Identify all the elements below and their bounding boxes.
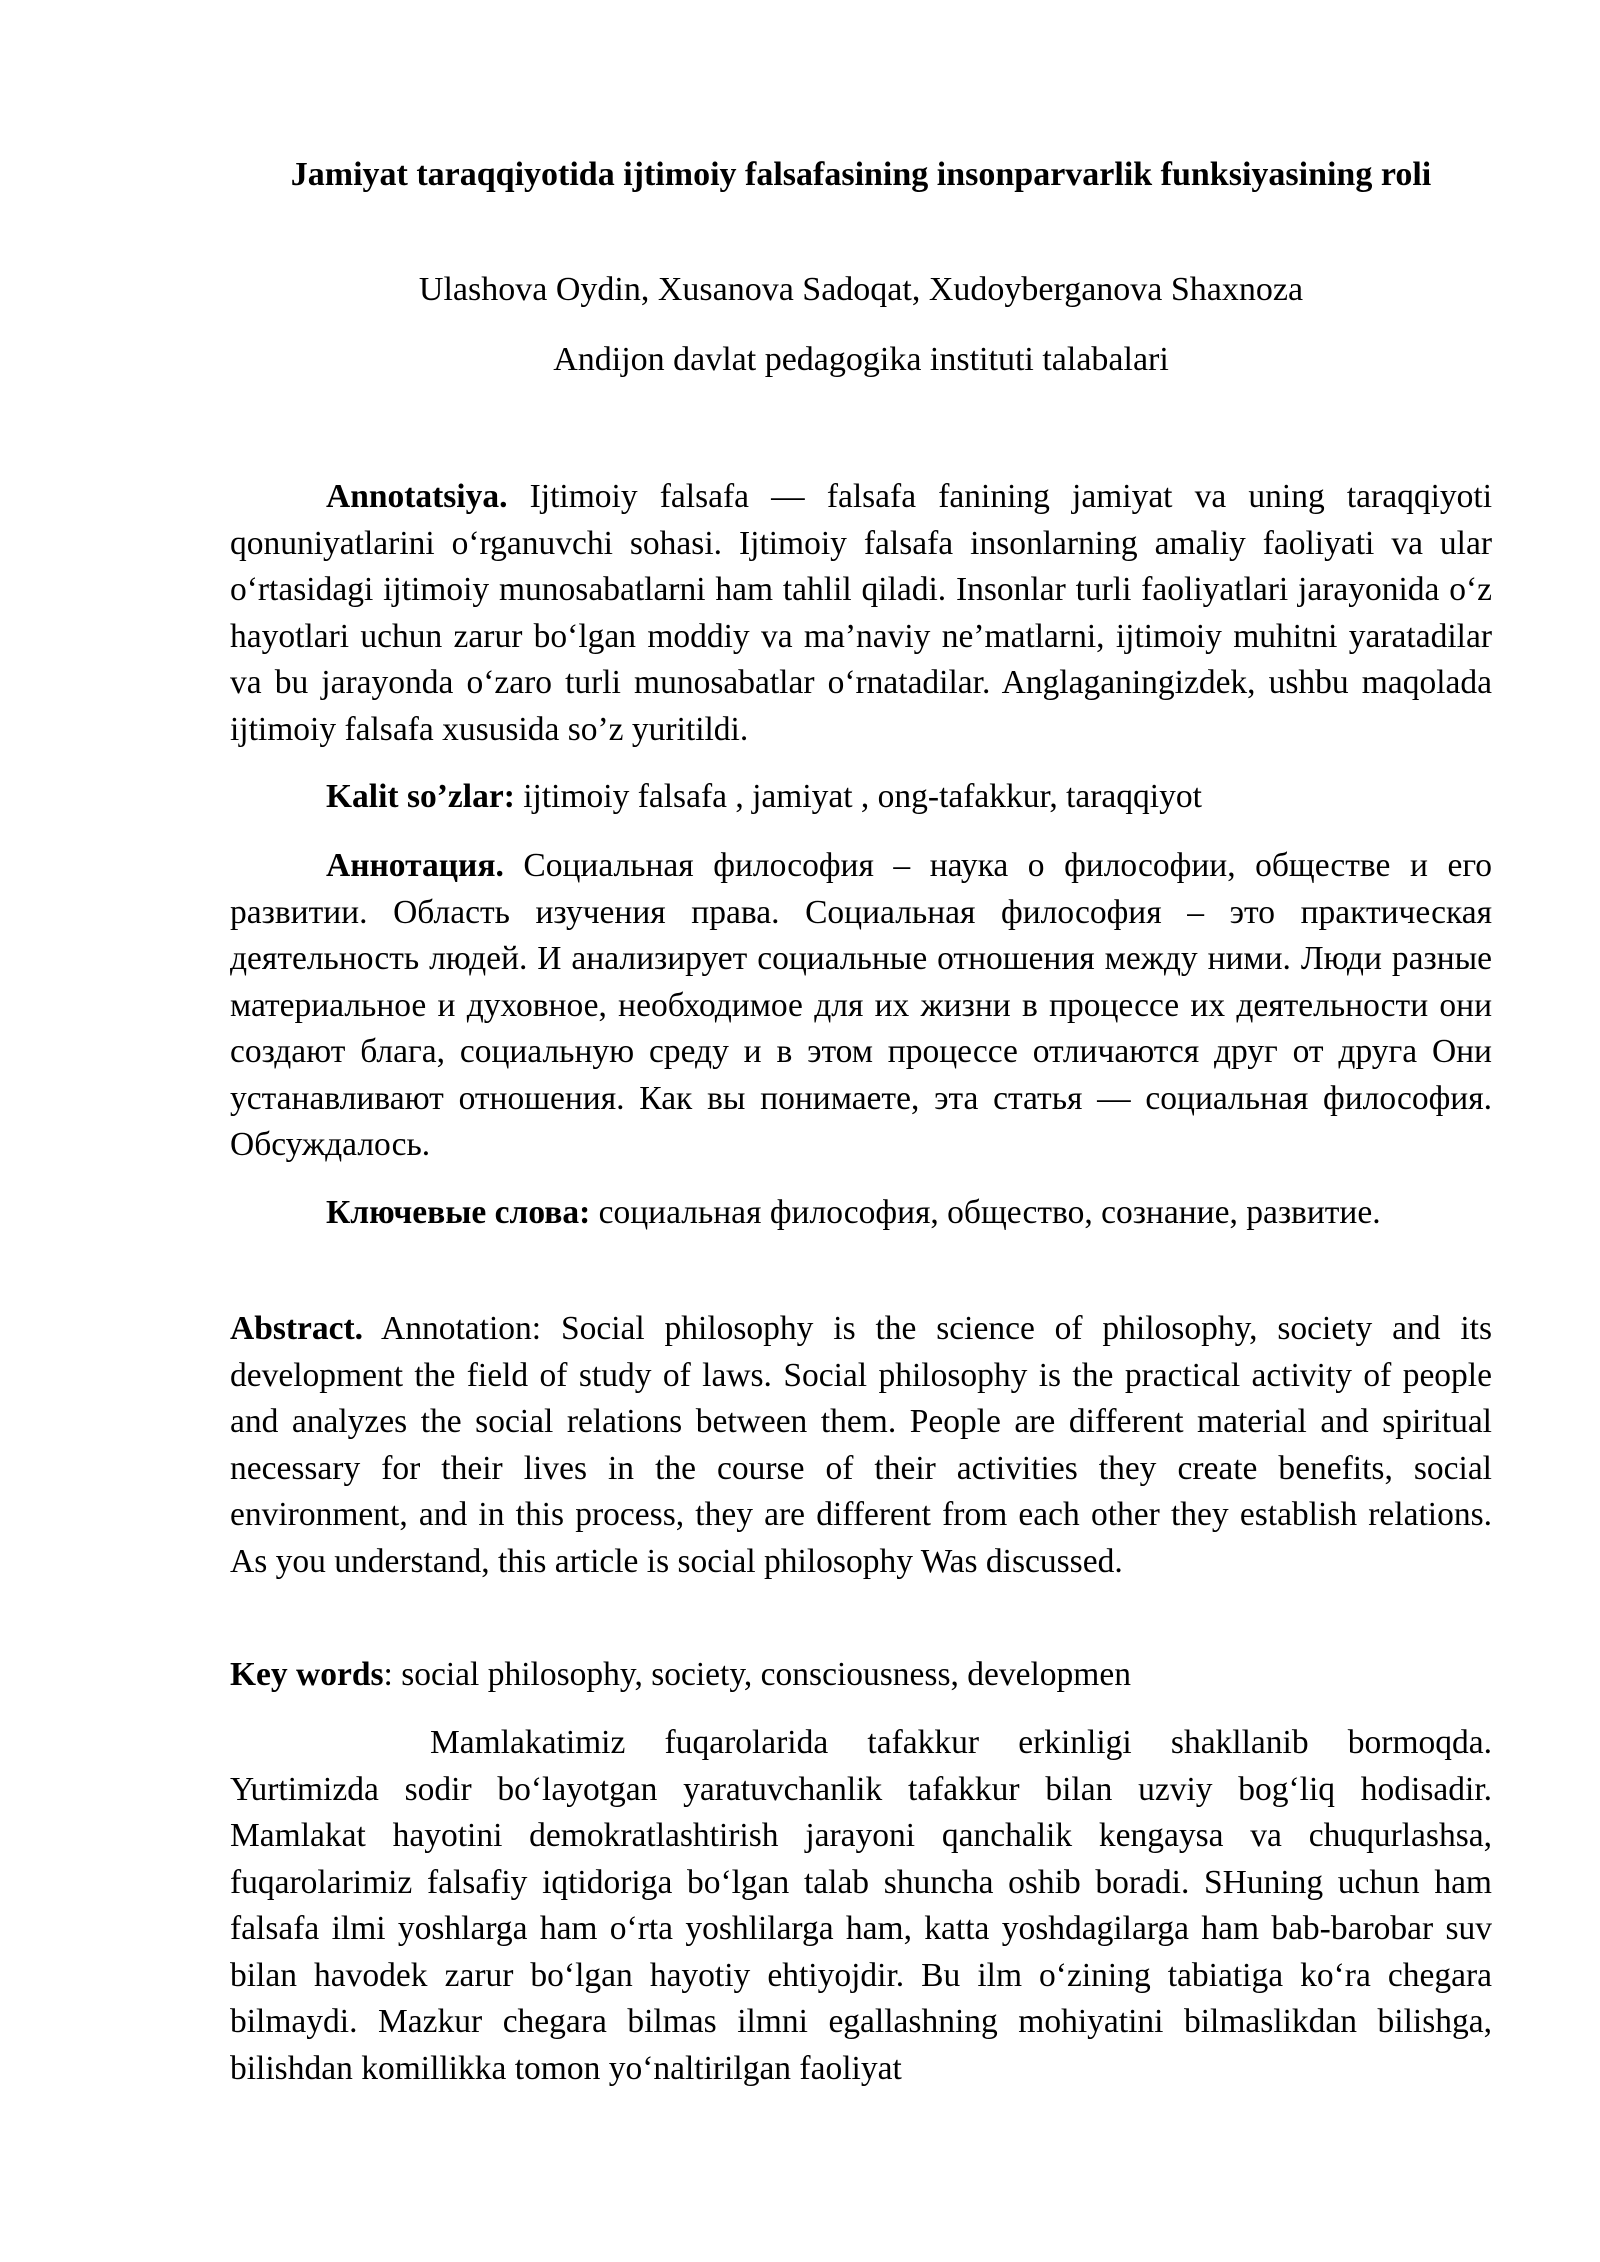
- annotation-ru-text: Социальная философия – наука о философии, обществе и его развитии. Область изучения права. Социальная философия – это практическая деятельность людей. И анализирует социальные отношения между ними. Люди разные материальное и духовное, необходимое для их жизни в процессе их деятельности они создают блага, социальную среду и в этом процессе отличаются друг от друга Они устанавливают отношения. Как вы понимаете, эта статья — социальная философия. Обсуждалось.: [230, 847, 1492, 1163]
- keywords-ru-paragraph: [230, 1190, 1492, 1237]
- keywords-ru-label: Ключевые слова:: [326, 1194, 591, 1231]
- keywords-en-text: : social philosophy, society, consciousness, developmen: [383, 1656, 1131, 1693]
- affiliation-line: Andijon davlat pedagogika instituti talabalari: [553, 341, 1169, 378]
- abstract-en-paragraph: [230, 1306, 1492, 1585]
- keywords-uz-text: ijtimoiy falsafa , jamiyat , ong-tafakkur, taraqqiyot: [514, 778, 1202, 815]
- annotation-ru-label: Аннотация.: [326, 847, 504, 884]
- annotation-uz-label: Annotatsiya.: [326, 478, 508, 515]
- keywords-uz-paragraph: [230, 774, 1492, 821]
- keywords-uz-label: Kalit so’zlar:: [326, 778, 515, 815]
- annotation-ru-paragraph: [230, 843, 1492, 1169]
- annotation-uz-paragraph: [230, 474, 1492, 753]
- authors-line: Ulashova Oydin, Xusanova Sadoqat, Xudoyberganova Shaxnoza: [418, 271, 1304, 308]
- keywords-en-label: Key words: [230, 1656, 384, 1693]
- keywords-ru-text: социальная философия, общество, сознание, развитие.: [590, 1194, 1381, 1231]
- abstract-en-text: Annotation: Social philosophy is the science of philosophy, society and its development the field of study of laws. Social philosophy is the practical activity of people and analyzes the social relations between them. People are different material and spiritual necessary for their lives in the course of their activities they create benefits, social environment, and in this process, they are different from each other they establish relations. As you understand, this article is social philosophy Was discussed.: [230, 1310, 1492, 1580]
- body-paragraph: Mamlakatimiz fuqarolarida tafakkur erkinligi shakllanib bormoqda. Yurtimizda sodir bo‘layotgan yaratuvchanlik tafakkur bilan uzviy bog‘liq hodisadir. Mamlakat hayotini demokratlashtirish jarayoni qanchalik kengaysa va chuqurlashsa, fuqarolarimiz falsafiy iqtidoriga bo‘lgan talab shuncha oshib boradi. SHuning uchun ham falsafa ilmi yoshlarga ham o‘rta yoshlilarga ham, katta yoshdagilarga ham bab-barobar suv bilan havodek zarur bo‘lgan hayotiy ehtiyojdir. Bu ilm o‘zining tabiatiga ko‘ra chegara bilmaydi. Mazkur chegara bilmas ilmni egallashning mohiyatini bilmaslikdan bilishga, bilishdan komillikka tomon yo‘naltirilgan faoliyat: [230, 1724, 1492, 2087]
- paper-title: Jamiyat taraqqiyotida ijtimoiy falsafasining insonparvarlik funksiyasining roli: [290, 156, 1432, 193]
- abstract-en-label: Abstract.: [230, 1310, 364, 1347]
- keywords-en-paragraph: [230, 1652, 1492, 1699]
- annotation-uz-text: Ijtimoiy falsafa — falsafa fanining jamiyat va uning taraqqiyoti qonuniyatlarini o‘rganuvchi sohasi. Ijtimoiy falsafa insonlarning amaliy faoliyati va ular o‘rtasidagi ijtimoiy munosabatlarni ham tahlil qiladi. Insonlar turli faoliyatlari jarayonida o‘z hayotlari uchun zarur bo‘lgan moddiy va ma’naviy ne’matlarni, ijtimoiy muhitni yaratadilar va bu jarayonda o‘zaro turli munosabatlar o‘rnatadilar. Anglaganingizdek, ushbu maqolada ijtimoiy falsafa xususida so’z yuritildi.: [230, 478, 1492, 748]
